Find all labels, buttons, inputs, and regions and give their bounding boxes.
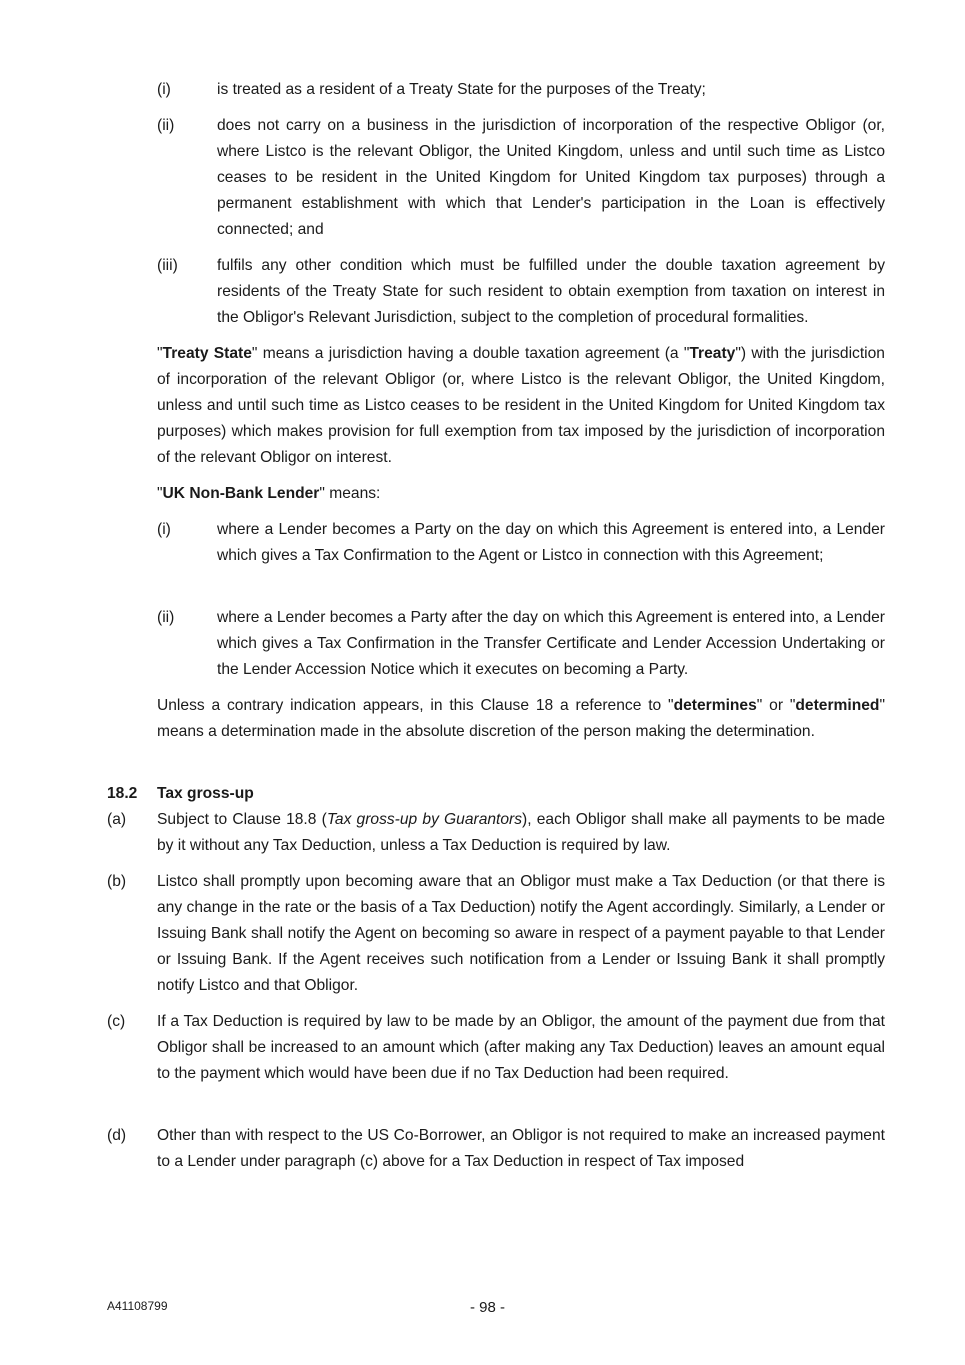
- page-number: - 98 -: [470, 1299, 506, 1316]
- list-item: Listco shall promptly upon becoming aware that an Obligor must make a Tax Deduction (or that there is any change in the rate or the basis of a Tax Deduction) notify the Agent accordingly. Similarly, a Lender or Issuing Bank shall notify the Agent on becoming so aware in respect of a payment payable to that Lender or Issuing Bank. If the Agent receives such notification from a Lender or Issuing Bank it shall promptly notify Listco and that Obligor.: [157, 873, 885, 994]
- list-label: (a): [107, 811, 127, 828]
- section-number: 18.2: [107, 785, 138, 802]
- list-label: (i): [157, 81, 171, 98]
- list-item: is treated as a resident of a Treaty State for the purposes of the Treaty;: [217, 81, 706, 98]
- list-item: Subject to Clause 18.8 (Tax gross-up by Guarantors), each Obligor shall make all payments to be made by it without any Tax Deduction, unless a Tax Deduction is required by law.: [157, 811, 885, 854]
- defined-term: determines: [673, 697, 757, 714]
- defined-term: determined: [795, 697, 880, 714]
- document-id: A41108799: [107, 1299, 168, 1313]
- list-label: (d): [107, 1127, 127, 1144]
- list-item: fulfils any other condition which must be fulfilled under the double taxation agreement by residents of the Treaty State for such resident to obtain exemption from taxation on interest in the Obligor's Relevant Jurisdiction, subject to the completion of procedural formalities.: [217, 257, 885, 326]
- list-item: where a Lender becomes a Party after the day on which this Agreement is entered into, a Lender which gives a Tax Confirmation in the Transfer Certificate and Lender Accession Undertaking or the Lender Accession Notice which it executes on becoming a Party.: [217, 609, 885, 678]
- paragraph-determines: Unless a contrary indication appears, in this Clause 18 a reference to "determines" or "determined" means a determination made in the absolute discretion of the person making the determination.: [157, 697, 885, 740]
- list-label: (ii): [157, 609, 175, 626]
- list-label: (ii): [157, 117, 175, 134]
- list-label: (i): [157, 521, 171, 538]
- list-item: does not carry on a business in the jurisdiction of incorporation of the respective Obligor (or, where Listco is the relevant Obligor, the United Kingdom, unless and until such time as Listco ceases to be resident in the United Kingdom for United Kingdom tax purposes) through a permanent establishment with which that Lender's participation in the Loan is effectively connected; and: [217, 117, 885, 238]
- list-item: Other than with respect to the US Co-Borrower, an Obligor is not required to make an increased payment to a Lender under paragraph (c) above for a Tax Deduction in respect of Tax imposed: [157, 1127, 885, 1170]
- list-item: If a Tax Deduction is required by law to be made by an Obligor, the amount of the payment due from that Obligor shall be increased to an amount which (after making any Tax Deduction) leaves an amount equal to the payment which would have been due if no Tax Deduction had been required.: [157, 1013, 885, 1082]
- definition-treaty-state: "Treaty State" means a jurisdiction having a double taxation agreement (a "Treaty") with the jurisdiction of incorporation of the relevant Obligor (or, where Listco is the relevant Obligor, the United Kingdom, unless and until such time as Listco ceases to be resident in the United Kingdom for United Kingdom tax purposes) which makes provision for full exemption from tax imposed by the jurisdiction of incorporation of the relevant Obligor on interest.: [157, 345, 885, 466]
- cross-reference: Tax gross-up by Guarantors: [326, 811, 523, 828]
- definition-uk-non-bank-lender: "UK Non-Bank Lender" means:: [157, 485, 381, 502]
- list-label: (b): [107, 873, 127, 890]
- section-title: Tax gross-up: [157, 785, 254, 802]
- list-label: (c): [107, 1013, 126, 1030]
- list-item: where a Lender becomes a Party on the day on which this Agreement is entered into, a Lender which gives a Tax Confirmation to the Agent or Listco in connection with this Agreement;: [217, 521, 885, 564]
- defined-term: Treaty: [689, 345, 736, 362]
- list-label: (iii): [157, 257, 178, 274]
- defined-term: Treaty State: [162, 345, 252, 362]
- defined-term: UK Non-Bank Lender: [162, 485, 320, 502]
